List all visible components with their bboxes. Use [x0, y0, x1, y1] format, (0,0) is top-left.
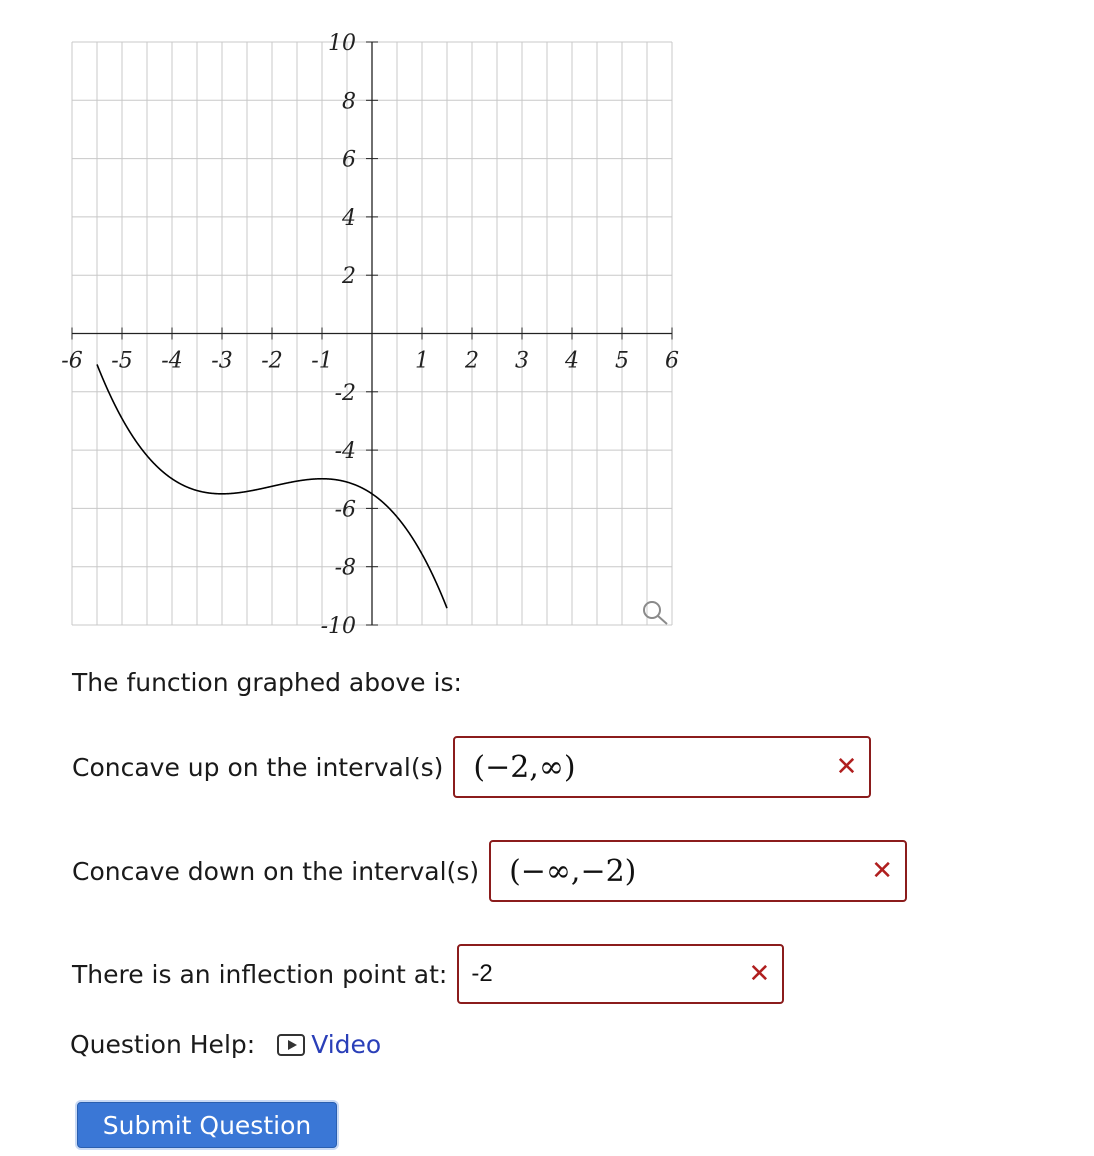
video-link[interactable]: Video: [311, 1030, 382, 1059]
x-tick-label: 2: [465, 348, 479, 374]
question-help-label: Question Help:: [70, 1030, 256, 1059]
question-prompt: The function graphed above is:: [72, 668, 462, 697]
x-tick-label: -6: [61, 348, 83, 374]
x-tick-label: -1: [311, 348, 333, 374]
x-tick-labels: [61, 349, 679, 374]
submit-question-button[interactable]: Submit Question: [77, 1102, 337, 1148]
inflection-row: [72, 944, 784, 1004]
concave-up-answer: (−2,∞): [473, 749, 576, 785]
x-tick-label: -3: [211, 348, 233, 374]
y-tick-label: 6: [342, 147, 356, 173]
graph-axes: [72, 42, 672, 625]
incorrect-icon: ✕: [835, 752, 858, 782]
y-tick-label: -2: [334, 380, 356, 406]
x-tick-label: 4: [565, 348, 579, 374]
y-tick-labels: [321, 31, 356, 639]
play-icon[interactable]: [277, 1034, 305, 1056]
question-help: [70, 1030, 381, 1059]
concave-down-row: [72, 840, 907, 902]
magnifier-icon[interactable]: [640, 598, 670, 628]
incorrect-icon: ✕: [748, 959, 771, 989]
inflection-answer-box[interactable]: [457, 944, 784, 1004]
x-tick-label: 3: [515, 348, 529, 374]
inflection-answer: -2: [471, 960, 493, 987]
y-tick-label: -6: [334, 497, 356, 523]
concave-up-label: Concave up on the interval(s): [72, 752, 444, 782]
y-tick-label: 10: [328, 31, 356, 56]
y-tick-label: -8: [334, 555, 356, 581]
concave-down-label: Concave down on the interval(s): [72, 856, 480, 886]
incorrect-icon: ✕: [871, 856, 894, 886]
y-tick-label: 4: [342, 205, 356, 231]
x-tick-label: -2: [261, 348, 283, 374]
y-tick-label: -4: [334, 439, 356, 465]
x-tick-label: 1: [415, 348, 429, 374]
y-tick-label: 2: [342, 264, 356, 290]
inflection-label: There is an inflection point at:: [72, 959, 448, 989]
x-tick-label: -4: [161, 348, 183, 374]
x-tick-label: -5: [111, 348, 133, 374]
concave-down-answer-box[interactable]: [489, 840, 907, 902]
x-tick-label: 6: [665, 348, 679, 374]
x-tick-label: 5: [615, 348, 629, 374]
y-tick-label: 8: [342, 89, 356, 115]
y-tick-label: -10: [320, 614, 356, 639]
concave-up-answer-box[interactable]: [453, 736, 871, 798]
concave-down-answer: (−∞,−2): [509, 853, 637, 889]
function-graph: [0, 0, 700, 640]
concave-up-row: [72, 736, 871, 798]
